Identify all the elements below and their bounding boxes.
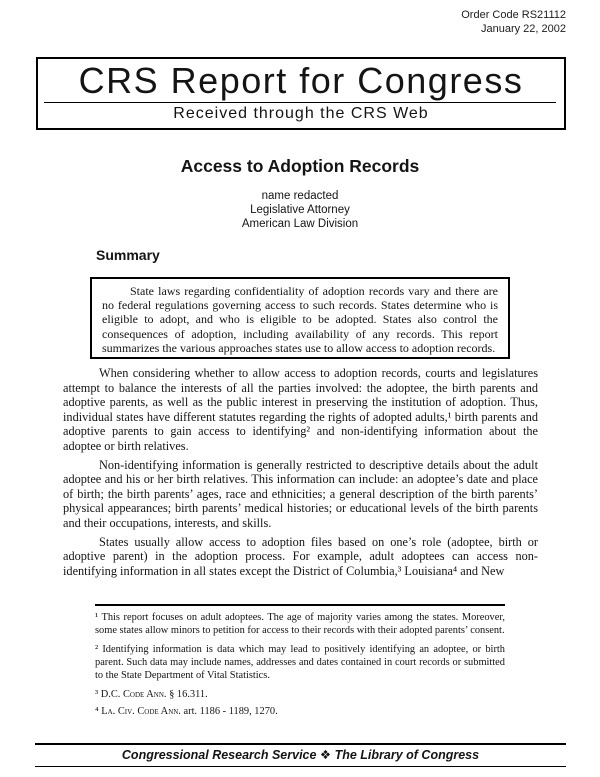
masthead-subtitle: Received through the CRS Web [173,105,429,122]
masthead-box [36,57,566,130]
footnote-1: ¹ This report focuses on adult adoptees. The age of majority varies among the states. Moreover, some states allow minors to petition for access to their records with their adopted parents’ consent. [95,612,505,636]
footnotes-block [95,612,505,724]
footnote-4-rest: art. 1186 - 1189, 1270. [183,706,278,718]
byline [0,189,600,231]
footnote-4-citation: La. Civ. Code Ann. [101,706,181,718]
footnote-4 [95,706,505,719]
order-code: Order Code RS21112 [461,9,566,21]
order-code-block [461,8,566,36]
report-title: Access to Adoption Records [180,156,420,176]
footnote-3-marker: ³ [95,688,99,700]
body-paragraph-3: States usually allow access to adoption files based on one’s role (adoptee, birth or adoptive parent) in the adoption process. For example, adult adoptees can access non-identifying information in all states except the District of Columbia,³ Louisiana⁴ and New [63,534,538,578]
footnote-3 [95,689,505,702]
page-footer [35,743,566,767]
author-name: name redacted [261,190,339,202]
body-paragraph-2: Non-identifying information is generally restricted to descriptive details about the adult adoptee and his or her birth relatives. This information can include: an adoptee’s date and place of birth; the birth parents’ ages, race and ethnicities; a general description of the birth parents’ physical appearances; birth parents’ medical histories; or educational levels of the birth parents and their occupations, interests, and skills. [63,457,538,530]
footnote-3-citation: D.C. Code Ann. [100,688,167,700]
author-division: American Law Division [241,218,359,230]
footnote-4-marker: ⁴ [95,706,99,718]
summary-heading: Summary [96,247,160,263]
body-text [63,366,538,582]
body-paragraph-1: When considering whether to allow access to adoption records, courts and legislatures attempt to balance the interests of all the parties involved: the adoptee, the birth parents and adoptive parents, as well as the public interest in preserving the institution of adoption. Thus, individual states have different statutes regarding the rights of adopted adults,¹ birth parents and adoptive parents to gain access to identifying² and non-identifying information about the adoptee or birth relatives. [63,366,538,453]
footnote-2: ² Identifying information is data which may lead to positively identifying an adoptee, or birth parent. Such data may include names, addresses and dates contained in court records or submitted to the State Department of Vital Statistics. [95,643,505,681]
footer-text: Congressional Research Service ❖ The Library of Congress [35,745,566,767]
masthead-title: CRS Report for Congress [78,60,524,101]
summary-text: State laws regarding confidentiality of adoption records vary and there are no federal regulations governing access to such records. States determine who is eligible to adopt, and who is eligible to be adopted. States also control the consequences of adoption, including availability of any records. This report summarizes the various approaches states use to allow access to adoption records. [102,284,498,355]
summary-box [90,277,510,359]
author-title: Legislative Attorney [250,204,350,216]
report-date: January 22, 2002 [480,23,566,35]
footnote-3-rest: § 16.311. [169,688,208,700]
footnote-separator [95,604,505,606]
